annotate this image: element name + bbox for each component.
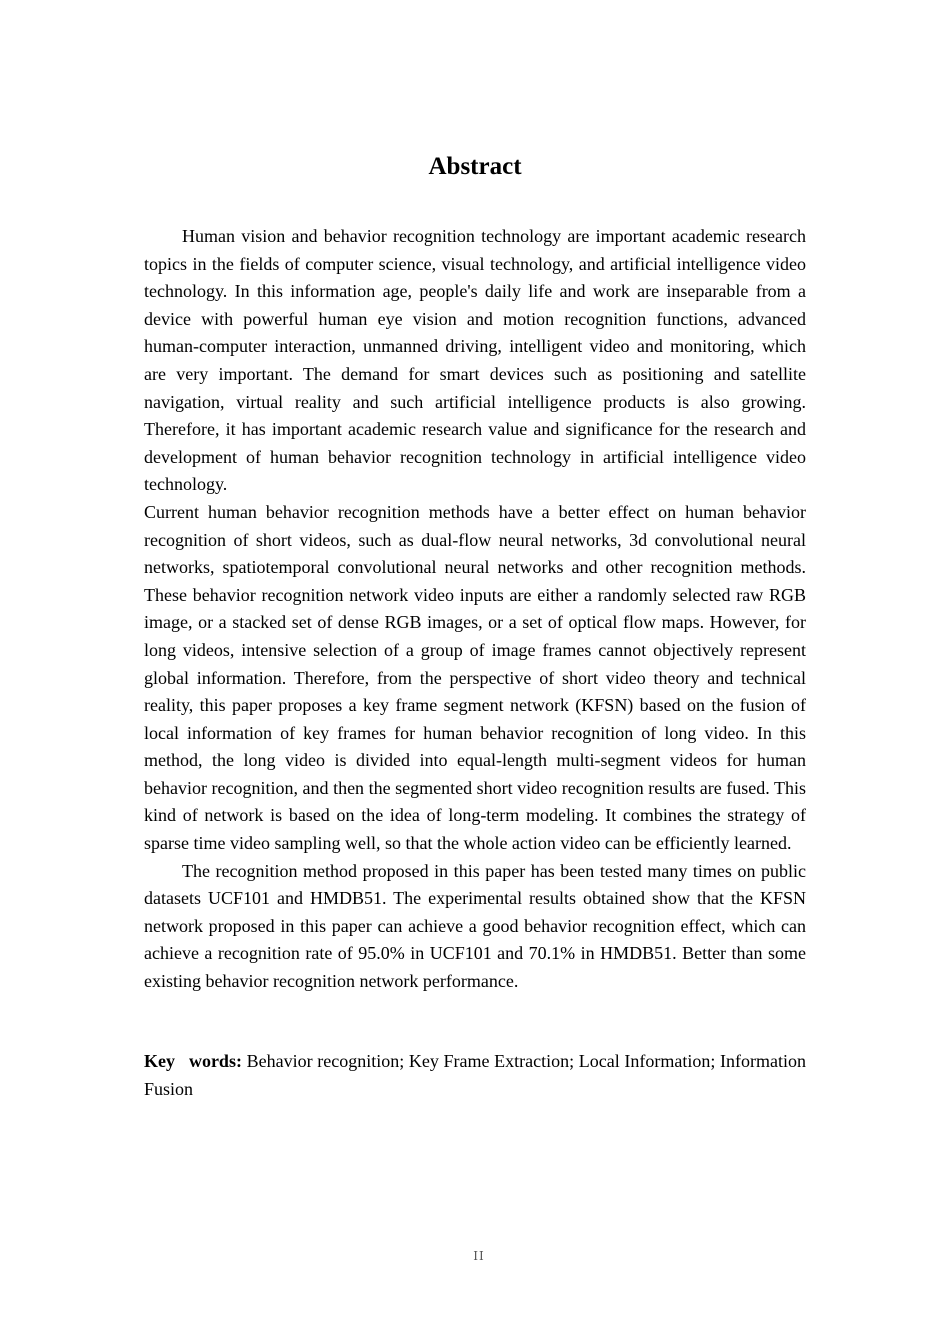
keywords-line: [144, 1048, 806, 1103]
keywords-text: Behavior recognition; Key Frame Extraction; Local Information; Information Fusion: [144, 1051, 806, 1099]
page-number: II: [473, 1249, 485, 1263]
keywords-label: Key words:: [144, 1051, 242, 1071]
page-title: Abstract: [428, 153, 522, 180]
abstract-paragraph-2: Current human behavior recognition methods have a better effect on human behavior recognition of short videos, such as dual-flow neural networks, 3d convolutional neural networks, spatiotemporal convolutional neural networks and other recognition methods. These behavior recognition network video inputs are either a randomly selected raw RGB image, or a stacked set of dense RGB images, or a set of optical flow maps. However, for long videos, intensive selection of a group of image frames cannot objectively represent global information. Therefore, from the perspective of short video theory and technical reality, this paper proposes a key frame segment network (KFSN) based on the fusion of local information of key frames for human behavior recognition of long video. In this method, the long video is divided into equal-length multi-segment videos for human behavior recognition, and then the segmented short video recognition results are fused. This kind of network is based on the idea of long-term modeling. It combines the strategy of sparse time video sampling well, so that the whole action video can be efficiently learned.: [144, 501, 806, 854]
abstract-paragraph-3: The recognition method proposed in this paper has been tested many times on public datasets UCF101 and HMDB51. The experimental results obtained show that the KFSN network proposed in this paper can achieve a good behavior recognition effect, which can achieve a recognition rate of 95.0% in UCF101 and 70.1% in HMDB51. Better than some existing behavior recognition network performance.: [144, 860, 806, 992]
abstract-body: [144, 223, 806, 996]
abstract-paragraph-1: Human vision and behavior recognition technology are important academic research topics in the fields of computer science, visual technology, and artificial intelligence video technology. In this information age, people's daily life and work are inseparable from a device with powerful human eye vision and motion recognition functions, advanced human-computer interaction, unmanned driving, intelligent video and monitoring, which are very important. The demand for smart devices such as positioning and satellite navigation, virtual reality and such artificial intelligence products is also growing. Therefore, it has important academic research value and significance for the research and development of human behavior recognition technology in artificial intelligence video technology.: [144, 226, 806, 495]
